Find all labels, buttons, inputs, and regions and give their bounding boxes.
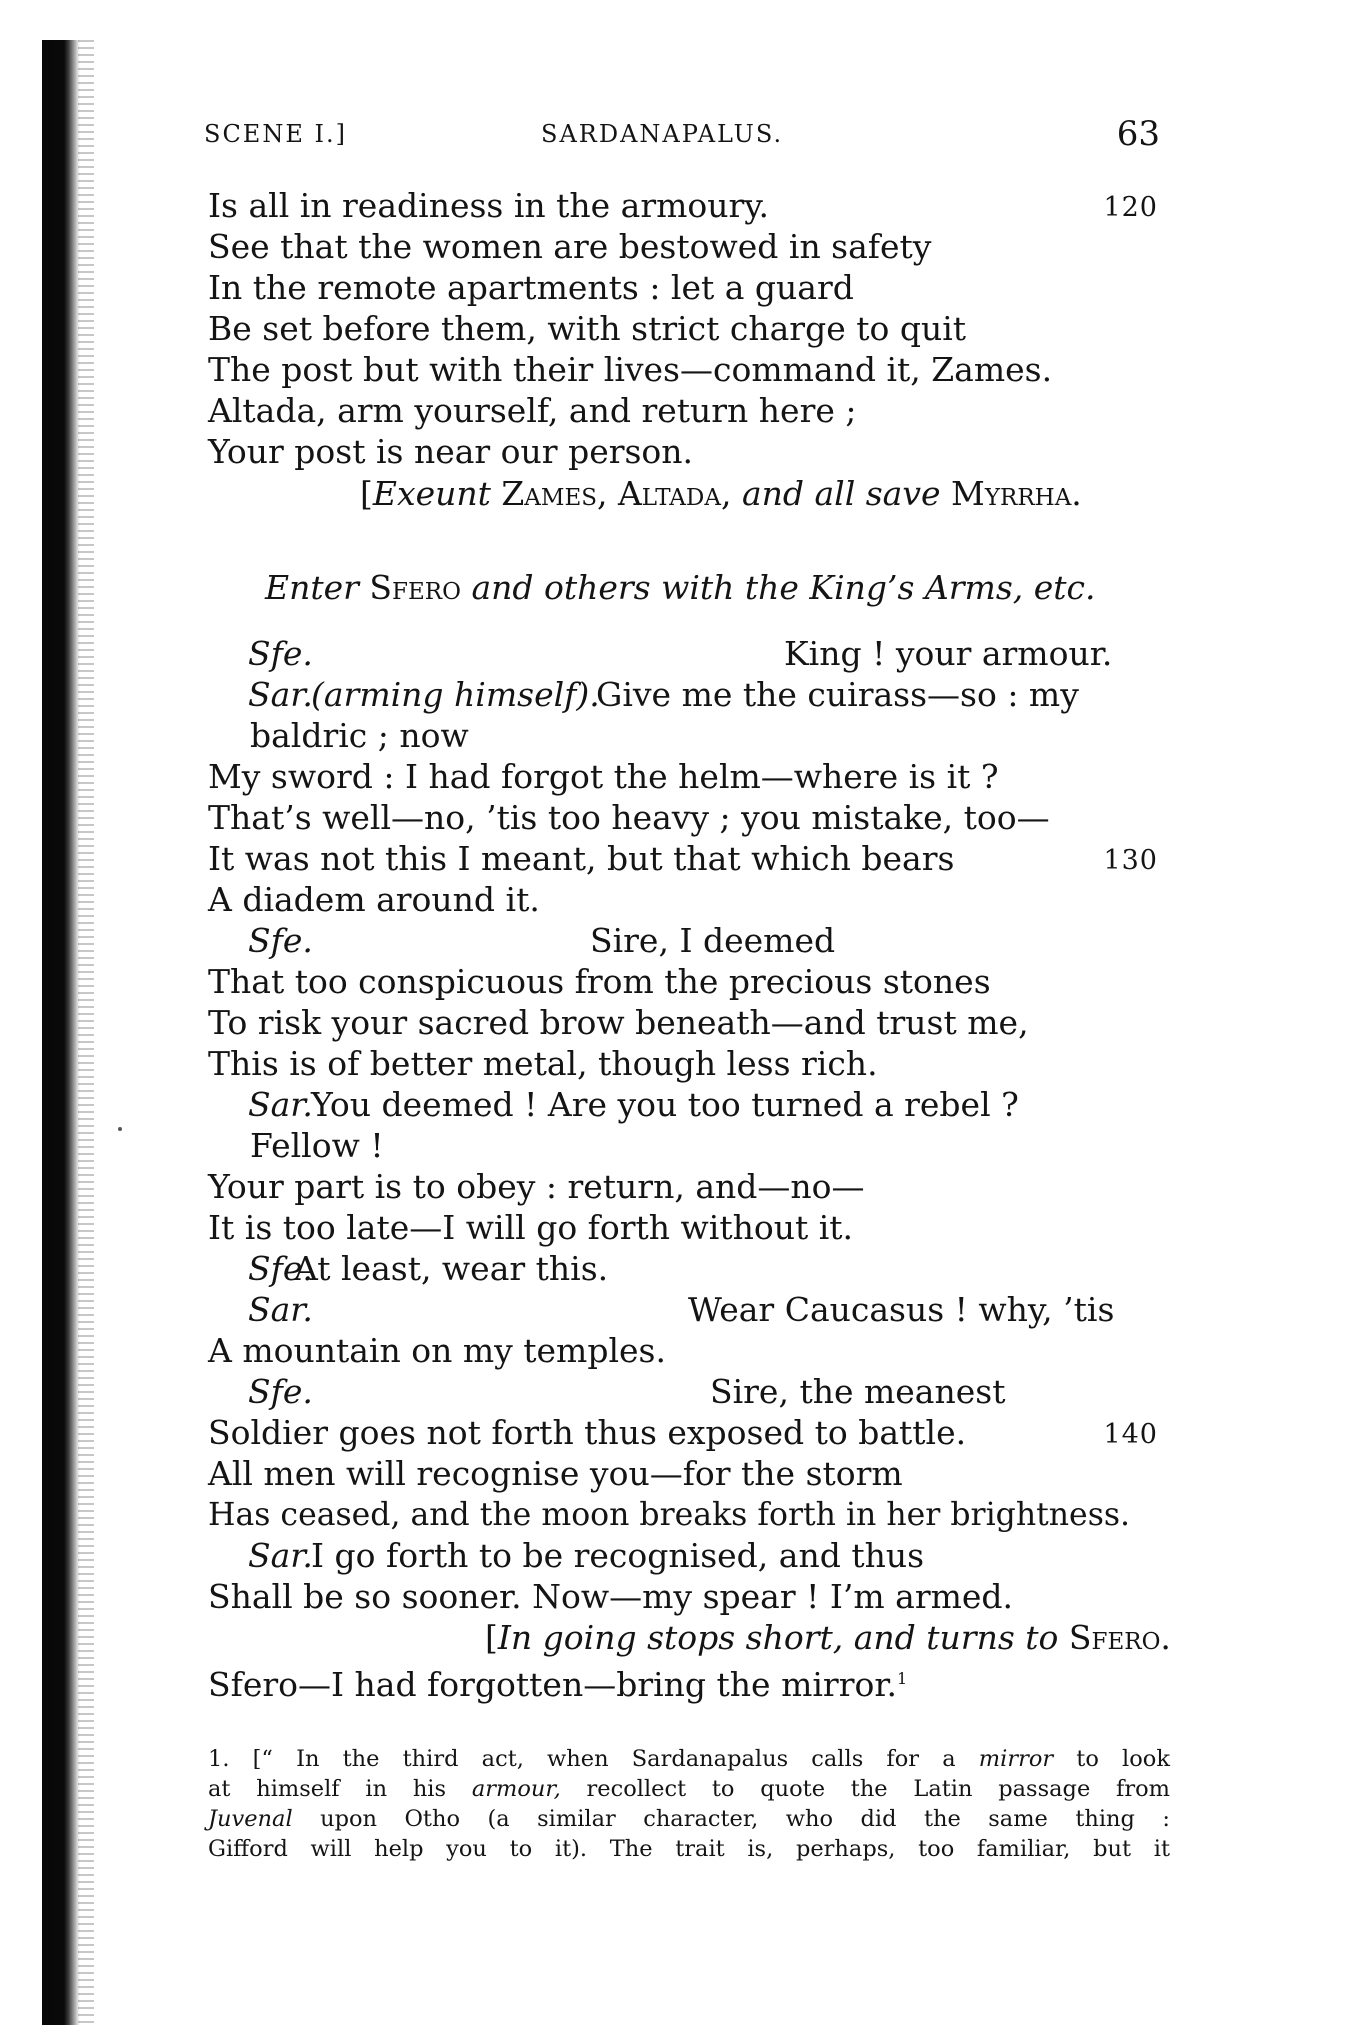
verse-line: baldric ; now: [250, 716, 469, 755]
verse-line: A diadem around it.: [208, 880, 540, 919]
verse-line: That too conspicuous from the precious stones: [208, 962, 991, 1001]
speaker-label: Sfe.: [248, 1249, 313, 1288]
verse-line: Shall be so sooner. Now—my spear ! I’m armed.: [208, 1577, 1014, 1616]
verse-line: This is of better metal, though less rich.: [208, 1044, 878, 1083]
footnote-line: Juvenal upon Otho (a similar character, who did the same thing :: [208, 1806, 1170, 1832]
verse-line: To risk your sacred brow beneath—and trust me,: [208, 1003, 1029, 1042]
stage-direction: [In going stops short, and turns to Sfero.: [485, 1618, 1171, 1657]
speaker-label: Sfe.: [248, 1372, 313, 1411]
footnote-line: 1. [“ In the third act, when Sardanapalus calls for a mirror to look: [208, 1746, 1170, 1772]
page-number: 63: [1116, 114, 1160, 154]
speaker-label: Sar.: [248, 1290, 313, 1329]
stage-direction: [Exeunt Zames, Altada, and all save Myrrha.: [360, 474, 1082, 513]
verse-line: Is all in readiness in the armoury. 120: [208, 186, 1170, 226]
verse-line: Be set before them, with strict charge to quit: [208, 309, 967, 348]
verse-line: My sword : I had forgot the helm—where is it ?: [208, 757, 999, 796]
verse-line: The post but with their lives—command it, Zames.: [208, 350, 1053, 389]
verse-line: Your post is near our person.: [208, 432, 694, 471]
scene-label: SCENE I.]: [204, 120, 347, 148]
verse-line: That’s well—no, ’tis too heavy ; you mistake, too—: [208, 798, 1050, 837]
line-number: 130: [1103, 845, 1158, 876]
speaker-label: Sar.: [248, 1536, 313, 1575]
verse-line: It is too late—I will go forth without it.: [208, 1208, 854, 1247]
verse-line: Your part is to obey : return, and—no—: [208, 1167, 865, 1206]
footnote-marker: 1: [896, 1669, 908, 1688]
stage-direction: (arming himself).: [311, 675, 600, 714]
speaker-label: Sar.: [248, 1085, 313, 1124]
verse-line: Sfero—I had forgotten—bring the mirror.$^1$: [208, 1665, 908, 1704]
verse-line: All men will recognise you—for the storm: [208, 1454, 903, 1493]
verse-line: Has ceased, and the moon breaks forth in her brightness.: [208, 1497, 1131, 1533]
footnote-line: at himself in his armour, recollect to quote the Latin passage from: [208, 1776, 1170, 1802]
verse-line: A mountain on my temples.: [208, 1331, 666, 1370]
running-title: SARDANAPALUS.: [541, 120, 784, 148]
line-number: 140: [1103, 1419, 1158, 1450]
verse-line: It was not this I meant, but that which bears 130: [208, 839, 1170, 879]
speaker-label: Sar.: [248, 675, 313, 714]
verse-line: In the remote apartments : let a guard: [208, 268, 854, 307]
book-page: SCENE I.] SARDANAPALUS. 63 Is all in readiness in the armoury. 120 See that the women are bestowed in safety In the remote apartments : let a guard Be set before them, with strict charge to quit The post but with their lives—command it, Zames. Altada, arm yourself, and return here ; Your post is near our person. [Exeunt Zames, Altada, and all save Myrrha. Enter Sfero and others with the King’s Arms, etc. Sfe. King ! your armour. Sar. (arming himself). Give me the cuirass—so : my baldric ; now My sword : I had forgot the helm—where is it ? That’s well—no, ’tis too heavy ; you mistake, too— It was not this I meant, but that which bears 130 A diadem around it. Sfe. Sire, I deemed That too conspicuous from the precious stones To risk your sacred brow beneath—and trust me, This is of better metal, though less rich. Sar. You deemed ! Are you too turned a rebel ? Fellow ! Your part is to obey : return, and—no— It is too late—I will go forth without it. Sfe. At least, wear this. Sar. Wear Caucasus ! why, ’tis A mountain on my temples. Sfe. Sire, the meanest Soldier goes not forth thus exposed to battle. 140 All men will recognise you—for the storm Has ceased, and the moon breaks forth in her brightness. Sar. I go forth to be recognised, and thus Shall be so sooner. Now—my spear ! I’m armed. [In going stops short, and turns to Sfero. Sfero—I had forgotten—bring the mirror.$^1$ 1. [“ In the third act, when Sardanapalus calls for a mirror to look at himself in his armour, recollect to quote the Latin passage from Juvenal upon Otho (a similar character, who did the same thing : Gifford will help you to it). The trait is, perhaps, too familiar, but it: [0, 0, 1346, 2039]
verse-line: See that the women are bestowed in safety: [208, 227, 932, 266]
entrance-direction: Enter Sfero and others with the King’s Arms, etc.: [265, 568, 1096, 607]
verse-line: Soldier goes not forth thus exposed to battle. 140: [208, 1413, 1170, 1453]
running-head: [204, 114, 1172, 154]
speaker-label: Sfe.: [248, 921, 313, 960]
speaker-label: Sfe.: [248, 634, 313, 673]
footnote-line: Gifford will help you to it). The trait is, perhaps, too familiar, but it: [208, 1836, 1170, 1862]
verse-line: Fellow !: [250, 1126, 384, 1165]
line-number: 120: [1103, 192, 1158, 223]
verse-line: Altada, arm yourself, and return here ;: [208, 391, 857, 430]
